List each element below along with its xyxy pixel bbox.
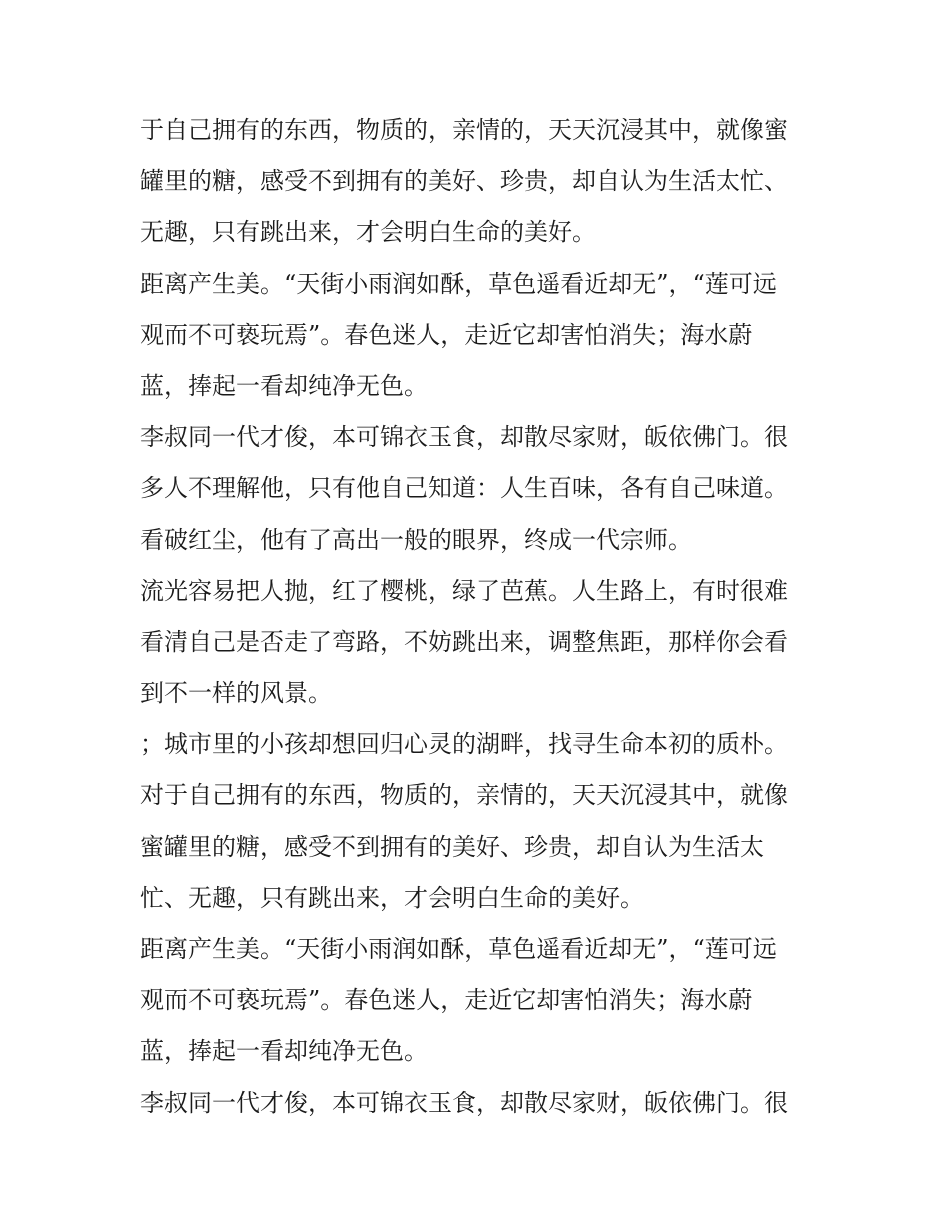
text-line: 距离产生美。“天街小雨润如酥，草色遥看近却无”，“莲可远 [140, 269, 777, 298]
text-line: 距离产生美。“天街小雨润如酥，草色遥看近却无”，“莲可远 [140, 935, 777, 963]
text-line: 蓝，捧起一看却纯净无色。 [140, 1037, 428, 1066]
text-line: 李叔同一代才俊，本可锦衣玉食，却散尽家财，皈依佛门。很 [140, 423, 788, 452]
text-line: 多人不理解他，只有他自己知道：人生百味，各有自己味道。 [140, 474, 788, 503]
text-line: 蓝，捧起一看却纯净无色。 [140, 371, 428, 400]
text-line: 对于自己拥有的东西，物质的，亲情的，天天沉浸其中，就像 [140, 781, 788, 810]
text-line: 无趣，只有跳出来，才会明白生命的美好。 [140, 218, 596, 247]
text-line: 李叔同一代才俊，本可锦衣玉食，却散尽家财，皈依佛门。很 [140, 1088, 788, 1117]
text-line: ；城市里的小孩却想回归心灵的湖畔，找寻生命本初的质朴。 [140, 730, 788, 759]
text-line: 看清自己是否走了弯路，不妨跳出来，调整焦距，那样你会看 [140, 627, 788, 656]
text-line: 罐里的糖，感受不到拥有的美好、珍贵，却自认为生活太忙、 [140, 167, 788, 196]
text-line: 于自己拥有的东西，物质的，亲情的，天天沉浸其中，就像蜜 [140, 116, 788, 144]
text-line: 蜜罐里的糖，感受不到拥有的美好、珍贵，却自认为生活太 [140, 832, 764, 861]
text-line: 观而不可亵玩焉”。春色迷人，走近它却害怕消失；海水蔚 [140, 320, 753, 349]
text-line: 看破红尘，他有了高出一般的眼界，终成一代宗师。 [140, 525, 692, 554]
text-line: 忙、无趣，只有跳出来，才会明白生命的美好。 [140, 883, 644, 912]
text-line: 到不一样的风景。 [140, 679, 332, 708]
body-text [140, 105, 820, 1129]
text-line: 观而不可亵玩焉”。春色迷人，走近它却害怕消失；海水蔚 [140, 986, 753, 1015]
text-line: 流光容易把人抛，红了樱桃，绿了芭蕉。人生路上，有时很难 [140, 576, 788, 605]
